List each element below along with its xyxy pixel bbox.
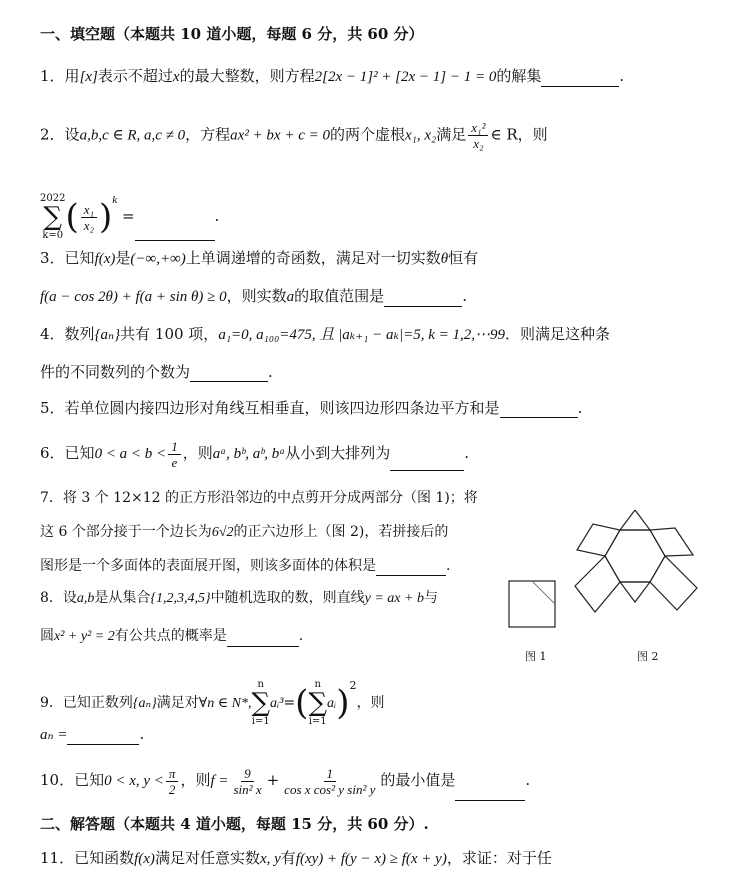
q6-frac-num: 1 bbox=[168, 439, 181, 455]
q1-text2: 的最大整数，则方程 bbox=[179, 67, 315, 85]
q9-sequence: {aₙ} bbox=[132, 696, 157, 711]
q3-text: 已知 bbox=[64, 249, 95, 267]
question-8-line2 bbox=[40, 626, 303, 647]
q9-rhs-top: n bbox=[314, 679, 321, 690]
question-4 bbox=[40, 324, 610, 345]
q2-answer-blank[interactable] bbox=[135, 224, 215, 241]
q2-power: k bbox=[112, 194, 118, 206]
q2-num: 2． bbox=[40, 125, 65, 144]
q6-text: 已知 bbox=[64, 444, 95, 462]
figure-2-caption: 图 2 bbox=[637, 650, 659, 663]
q10-text2: ，则 bbox=[180, 771, 211, 789]
q8-end: . bbox=[298, 628, 304, 644]
fig2-lower-right-piece bbox=[650, 556, 697, 610]
q9-lhs-sum: n ∑ i=1 bbox=[251, 679, 271, 727]
q4-num: 4． bbox=[40, 325, 65, 343]
q3-interval: (−∞,+∞) bbox=[130, 251, 186, 267]
q2-sum-bottom: k=0 bbox=[42, 230, 64, 241]
q2-inner-fraction bbox=[81, 202, 97, 233]
fig2-hexagon bbox=[605, 530, 665, 582]
question-8 bbox=[40, 588, 438, 609]
q2-text3: 的两个虚根 bbox=[330, 125, 406, 144]
q4-end: . bbox=[268, 363, 273, 381]
q3-function: f(x) bbox=[94, 251, 116, 267]
q2-inner-den: x₂ bbox=[83, 217, 95, 233]
q3-text6: 的取值范围是 bbox=[294, 287, 385, 305]
q9-eq-sign: = bbox=[283, 695, 296, 711]
q6-frac-den: e bbox=[171, 454, 178, 470]
q6-fraction bbox=[168, 439, 181, 470]
q2-roots: x₁, x₂ bbox=[405, 127, 437, 144]
q2-text: 设 bbox=[64, 125, 80, 144]
q9-rhs: aᵢ bbox=[327, 696, 337, 711]
q10-t1-den: sin² x bbox=[233, 781, 262, 797]
q10-plus: + bbox=[266, 771, 280, 789]
question-4-line2 bbox=[40, 362, 273, 382]
q11-text: 已知函数 bbox=[74, 849, 135, 867]
q8-text2: 中随机选取的数，则直线 bbox=[210, 590, 365, 606]
section-answer-title: 二、解答题（本题共 4 道小题，每题 15 分，共 60 分）. bbox=[40, 815, 429, 833]
q2-text4: 满足 bbox=[436, 125, 467, 144]
question-2-sum: 2022 ∑ k=0 ( $\frac{\text{x₁}}{\text{x₂}}$ )$^k$ = . bbox=[40, 193, 220, 241]
q7-answer-blank[interactable] bbox=[376, 559, 446, 576]
q2-inner-num: x₁ bbox=[81, 202, 97, 218]
q2-frac-num: x₁² bbox=[468, 120, 488, 136]
figures-diagram bbox=[505, 510, 725, 630]
q6-num: 6． bbox=[40, 444, 65, 462]
q10-f: f = bbox=[210, 773, 229, 789]
question-6 bbox=[40, 436, 469, 471]
q3-text4: 恒有 bbox=[448, 249, 479, 267]
q9-square: 2 bbox=[349, 679, 357, 692]
q9-forall: ∀n ∈ N*, bbox=[198, 696, 252, 711]
q8-text: 是从集合 bbox=[94, 590, 151, 606]
q4-text4: 件的不同数列的个数为 bbox=[40, 363, 191, 381]
q3-end: . bbox=[462, 287, 467, 305]
q2-eq-sign: = bbox=[121, 207, 135, 225]
q10-term1 bbox=[231, 766, 265, 797]
question-11 bbox=[40, 848, 552, 869]
q2-equation: ax² + bx + c = 0 bbox=[230, 127, 330, 144]
q3-theta: θ bbox=[440, 251, 449, 267]
q7-line2-pre: 这 6 个部分接于一个边长为 bbox=[40, 524, 212, 540]
q10-pi-num: π bbox=[166, 766, 179, 782]
question-9: 9．已知正数列{aₙ}满足对∀n ∈ N*, n ∑ i=1 aᵢ³=( n ∑ i=1 aᵢ)$^2$，则 bbox=[40, 679, 385, 727]
q10-t1-num: 9 bbox=[241, 766, 254, 782]
q6-condition: 0 < a < b < bbox=[94, 446, 167, 462]
q9-text2: 满足对 bbox=[156, 695, 199, 711]
q4-answer-blank[interactable] bbox=[190, 365, 268, 382]
q6-end: . bbox=[464, 444, 470, 462]
q8-text4: 有公共点的概率是 bbox=[114, 628, 227, 644]
q8-answer-blank[interactable] bbox=[227, 630, 299, 647]
fig1-square bbox=[509, 581, 555, 627]
q5-end: . bbox=[577, 399, 583, 417]
q5-answer-blank[interactable] bbox=[500, 401, 578, 418]
q8-vars: a,b bbox=[76, 591, 95, 606]
q1-text3: 的解集 bbox=[496, 67, 542, 85]
q2-frac-den: x₂ bbox=[473, 136, 484, 151]
q9-rhs-sum: n ∑ i=1 bbox=[308, 679, 327, 727]
q10-text: 已知 bbox=[74, 771, 105, 789]
q9-an: aₙ = bbox=[40, 727, 68, 743]
q11-inequality: f(xy) + f(y − x) ≥ f(x + y) bbox=[295, 851, 447, 867]
q10-pi-fraction bbox=[166, 766, 179, 797]
q4-sequence: {aₙ} bbox=[94, 327, 121, 343]
q3-inequality: f(a − cos 2θ) + f(a + sin θ) ≥ 0 bbox=[40, 289, 227, 305]
q3-num: 3． bbox=[40, 249, 65, 267]
fig2-net bbox=[575, 510, 697, 612]
q11-vars: x, y bbox=[259, 851, 281, 867]
q3-text3: 上单调递增的奇函数，满足对一切实数 bbox=[185, 249, 441, 267]
q8-circle: x² + y² = 2 bbox=[54, 629, 115, 644]
q1-bracket: [x] bbox=[79, 69, 98, 85]
q2-vars: a,b,c ∈ R, a,c ≠ 0 bbox=[79, 127, 186, 144]
fig2-upper-right-piece bbox=[650, 528, 693, 556]
question-2 bbox=[40, 120, 548, 151]
q8-text3: 与 bbox=[423, 590, 438, 606]
q2-sum: 2022 ∑ k=0 bbox=[40, 193, 66, 241]
q7-side: 6√2 bbox=[211, 525, 234, 540]
q9-lhs: aᵢ³ bbox=[270, 696, 284, 711]
question-1 bbox=[40, 66, 624, 87]
q7-line2-post: 的正六边形上（图 2)，若拼接后的 bbox=[233, 524, 449, 540]
q1-equation: 2[2x − 1]² + [2x − 1] − 1 = 0 bbox=[314, 69, 497, 85]
q11-text4: ，求证：对于任 bbox=[446, 849, 552, 867]
q9-answer-blank[interactable] bbox=[67, 728, 139, 745]
q11-num: 11． bbox=[40, 849, 75, 867]
q3-text2: 是 bbox=[115, 249, 131, 267]
q6-answer-blank[interactable] bbox=[390, 454, 464, 471]
q9-end: . bbox=[139, 725, 145, 743]
q10-answer-blank[interactable] bbox=[455, 784, 525, 801]
q8-set: {1,2,3,4,5} bbox=[150, 591, 211, 606]
q1-end: . bbox=[619, 67, 625, 85]
q9-lhs-bottom: i=1 bbox=[251, 716, 270, 727]
q2-text2: ，方程 bbox=[185, 125, 231, 144]
question-7-line3 bbox=[40, 556, 450, 576]
question-3-line2 bbox=[40, 286, 467, 307]
q11-function: f(x) bbox=[134, 851, 155, 867]
q2-fraction bbox=[468, 120, 488, 151]
q10-t2-den: cos x cos² y sin² y bbox=[284, 781, 376, 797]
q10-pi-den: 2 bbox=[168, 781, 176, 797]
question-7-line1: 7．将 3 个 12×12 的正方形沿邻边的中点剪开分成两部分（图 1)；将 bbox=[40, 490, 478, 506]
q11-text3: 有 bbox=[280, 849, 296, 867]
q4-text2: 共有 100 项， bbox=[120, 325, 219, 343]
q1-pre: 用 bbox=[64, 67, 80, 85]
q8-pre2: 圆 bbox=[40, 628, 54, 644]
q7-end: . bbox=[446, 558, 451, 574]
q9-rhs-bottom: i=1 bbox=[308, 716, 327, 727]
q10-num: 10． bbox=[40, 771, 75, 789]
q3-a: a bbox=[286, 289, 295, 305]
fig2-bottom-piece bbox=[620, 582, 650, 602]
q6-text3: 从小到大排列为 bbox=[285, 444, 391, 462]
q2-sum-top: 2022 bbox=[40, 193, 66, 204]
q5-num: 5． bbox=[40, 399, 65, 417]
q2-text5: ∈ R，则 bbox=[490, 125, 548, 144]
fig2-lower-left-piece bbox=[575, 556, 620, 612]
q10-t2-num: 1 bbox=[324, 766, 337, 782]
q9-text: 已知正数列 bbox=[62, 695, 133, 711]
q5-text: 若单位圆内接四边形对角线互相垂直，则该四边形四条边平方和是 bbox=[64, 399, 500, 417]
fig2-top-piece bbox=[620, 510, 650, 530]
question-3 bbox=[40, 248, 478, 269]
q3-answer-blank[interactable] bbox=[384, 290, 462, 307]
q4-text: 数列 bbox=[64, 325, 95, 343]
q9-lhs-top: n bbox=[257, 679, 264, 690]
q7-line3: 图形是一个多面体的表面展开图，则该多面体的体积是 bbox=[40, 558, 376, 574]
q4-conditions: a₁=0, a₁₀₀=475, 且 |aₖ₊₁ − aₖ|=5, k = 1,2,⋯99 bbox=[218, 327, 506, 343]
question-5 bbox=[40, 398, 582, 418]
q1-text: 表示不超过 bbox=[97, 67, 173, 85]
q4-text3: ．则满足这种条 bbox=[505, 325, 611, 343]
q9-num: 9． bbox=[40, 695, 63, 711]
q11-text2: 满足对任意实数 bbox=[154, 849, 260, 867]
fig2-upper-left-piece bbox=[577, 524, 620, 556]
q2-end: . bbox=[214, 207, 220, 225]
section-fill-title: 一、填空题（本题共 10 道小题，每题 6 分，共 60 分） bbox=[40, 25, 424, 43]
q1-num: 1． bbox=[40, 67, 65, 85]
q6-text2: ，则 bbox=[182, 444, 213, 462]
q10-text3: 的最小值是 bbox=[380, 771, 456, 789]
q10-condition: 0 < x, y < bbox=[104, 773, 164, 789]
q1-x: x bbox=[172, 69, 180, 85]
q8-pre: 8．设 bbox=[40, 590, 77, 606]
figure-1-caption: 图 1 bbox=[525, 650, 547, 663]
q9-text3: ，则 bbox=[356, 695, 385, 711]
q8-line: y = ax + b bbox=[364, 591, 424, 606]
q1-answer-blank[interactable] bbox=[541, 70, 619, 87]
q6-terms: aᵃ, bᵇ, aᵇ, bᵃ bbox=[212, 446, 286, 462]
question-7-line2 bbox=[40, 522, 448, 543]
q10-end: . bbox=[525, 771, 531, 789]
question-10 bbox=[40, 760, 530, 801]
q3-text5: ，则实数 bbox=[226, 287, 287, 305]
question-9-line2 bbox=[40, 724, 144, 745]
q10-term2 bbox=[281, 766, 378, 797]
fig1-cut-line bbox=[532, 581, 555, 604]
